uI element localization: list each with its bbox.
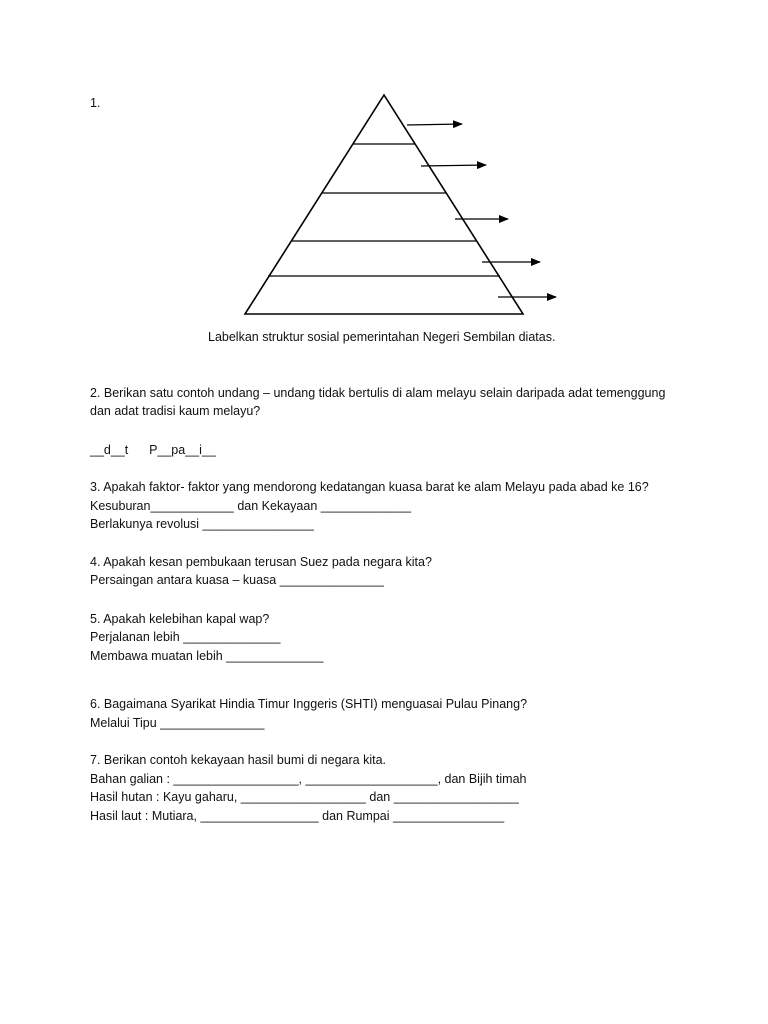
question-2-line-2: dan adat tradisi kaum melayu? <box>90 404 261 418</box>
label-arrow <box>421 165 486 166</box>
question-7-answer-3: Hasil laut : Mutiara, _________________ dan Rumpai ________________ <box>90 809 505 823</box>
question-2-answer-hint: __d__t P__pa__i__ <box>90 443 216 457</box>
question-5-answer-1: Perjalanan lebih ______________ <box>90 630 281 644</box>
label-arrow <box>407 124 462 125</box>
question-7-text: 7. Berikan contoh kekayaan hasil bumi di negara kita. <box>90 753 387 767</box>
question-4-text: 4. Apakah kesan pembukaan terusan Suez pada negara kita? <box>90 555 432 569</box>
question-2-line-1: 2. Berikan satu contoh undang – undang tidak bertulis di alam melayu selain daripada adat temenggung <box>90 386 666 400</box>
question-5-answer-2: Membawa muatan lebih ______________ <box>90 649 324 663</box>
question-3-answer-1: Kesuburan____________ dan Kekayaan _____________ <box>90 499 412 513</box>
pyramid-outline <box>245 95 523 314</box>
question-3-text: 3. Apakah faktor- faktor yang mendorong kedatangan kuasa barat ke alam Melayu pada abad ke 16? <box>90 480 649 494</box>
question-6-text: 6. Bagaimana Syarikat Hindia Timur Inggeris (SHTI) menguasai Pulau Pinang? <box>90 697 528 711</box>
social-structure-pyramid <box>0 0 768 330</box>
question-6-answer-1: Melalui Tipu _______________ <box>90 716 265 730</box>
question-5-text: 5. Apakah kelebihan kapal wap? <box>90 612 270 626</box>
question-1-number: 1. <box>90 96 101 110</box>
question-3-answer-2: Berlakunya revolusi ________________ <box>90 517 314 531</box>
question-7-answer-1: Bahan galian : __________________, ___________________, dan Bijih timah <box>90 772 527 786</box>
pyramid-caption: Labelkan struktur sosial pemerintahan Negeri Sembilan diatas. <box>208 330 556 344</box>
question-7-answer-2: Hasil hutan : Kayu gaharu, __________________ dan __________________ <box>90 790 519 804</box>
question-4-answer-1: Persaingan antara kuasa – kuasa _______________ <box>90 573 384 587</box>
